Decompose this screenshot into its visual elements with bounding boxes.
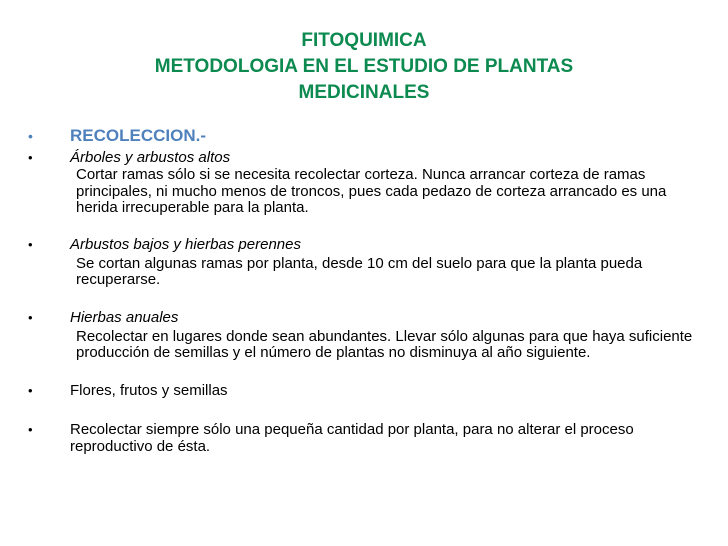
title-line-1: FITOQUIMICA xyxy=(301,30,427,51)
item-label: Arbustos bajos y hierbas perennes xyxy=(70,235,301,253)
list-item-recolectar xyxy=(28,421,708,455)
bullet-icon: • xyxy=(28,128,33,144)
item-label: Recolectar siempre sólo una pequeña cantidad por planta, para no alterar el proceso reproductivo de ésta. xyxy=(70,420,634,455)
list-item-arbustos xyxy=(28,236,708,254)
bullet-icon: • xyxy=(28,150,33,165)
section-heading: RECOLECCION.- xyxy=(70,126,206,145)
bullet-icon: • xyxy=(28,421,33,437)
title-line-3: MEDICINALES xyxy=(298,82,430,103)
item-description: Cortar ramas sólo si se necesita recolectar corteza. Nunca arrancar corteza de ramas principales, ni mucho menos de troncos, pues cada pedazo de corteza arrancado es una herida irrecuperable para la planta. xyxy=(76,166,667,216)
bullet-icon: • xyxy=(28,382,33,398)
item-description: Se cortan algunas ramas por planta, desde 10 cm del suelo para que la planta pueda recuperarse. xyxy=(76,254,643,288)
heading-row xyxy=(28,126,708,146)
item-label: Hierbas anuales xyxy=(70,308,179,326)
list-item-arboles xyxy=(28,149,708,167)
item-label: Flores, frutos y semillas xyxy=(70,381,228,399)
slide-content xyxy=(28,126,708,455)
list-item-flores xyxy=(28,382,708,400)
list-item-hierbas xyxy=(28,309,708,327)
bullet-icon: • xyxy=(28,309,33,325)
bullet-icon: • xyxy=(28,236,33,252)
title-line-2: METODOLOGIA EN EL ESTUDIO DE PLANTAS xyxy=(154,56,574,77)
item-description: Recolectar en lugares donde sean abundantes. Llevar sólo algunas para que haya suficiente producción de semillas y el número de plantas no disminuya al año siguiente. xyxy=(76,327,693,361)
slide-title xyxy=(0,28,728,106)
item-label: Árboles y arbustos altos xyxy=(70,149,231,166)
